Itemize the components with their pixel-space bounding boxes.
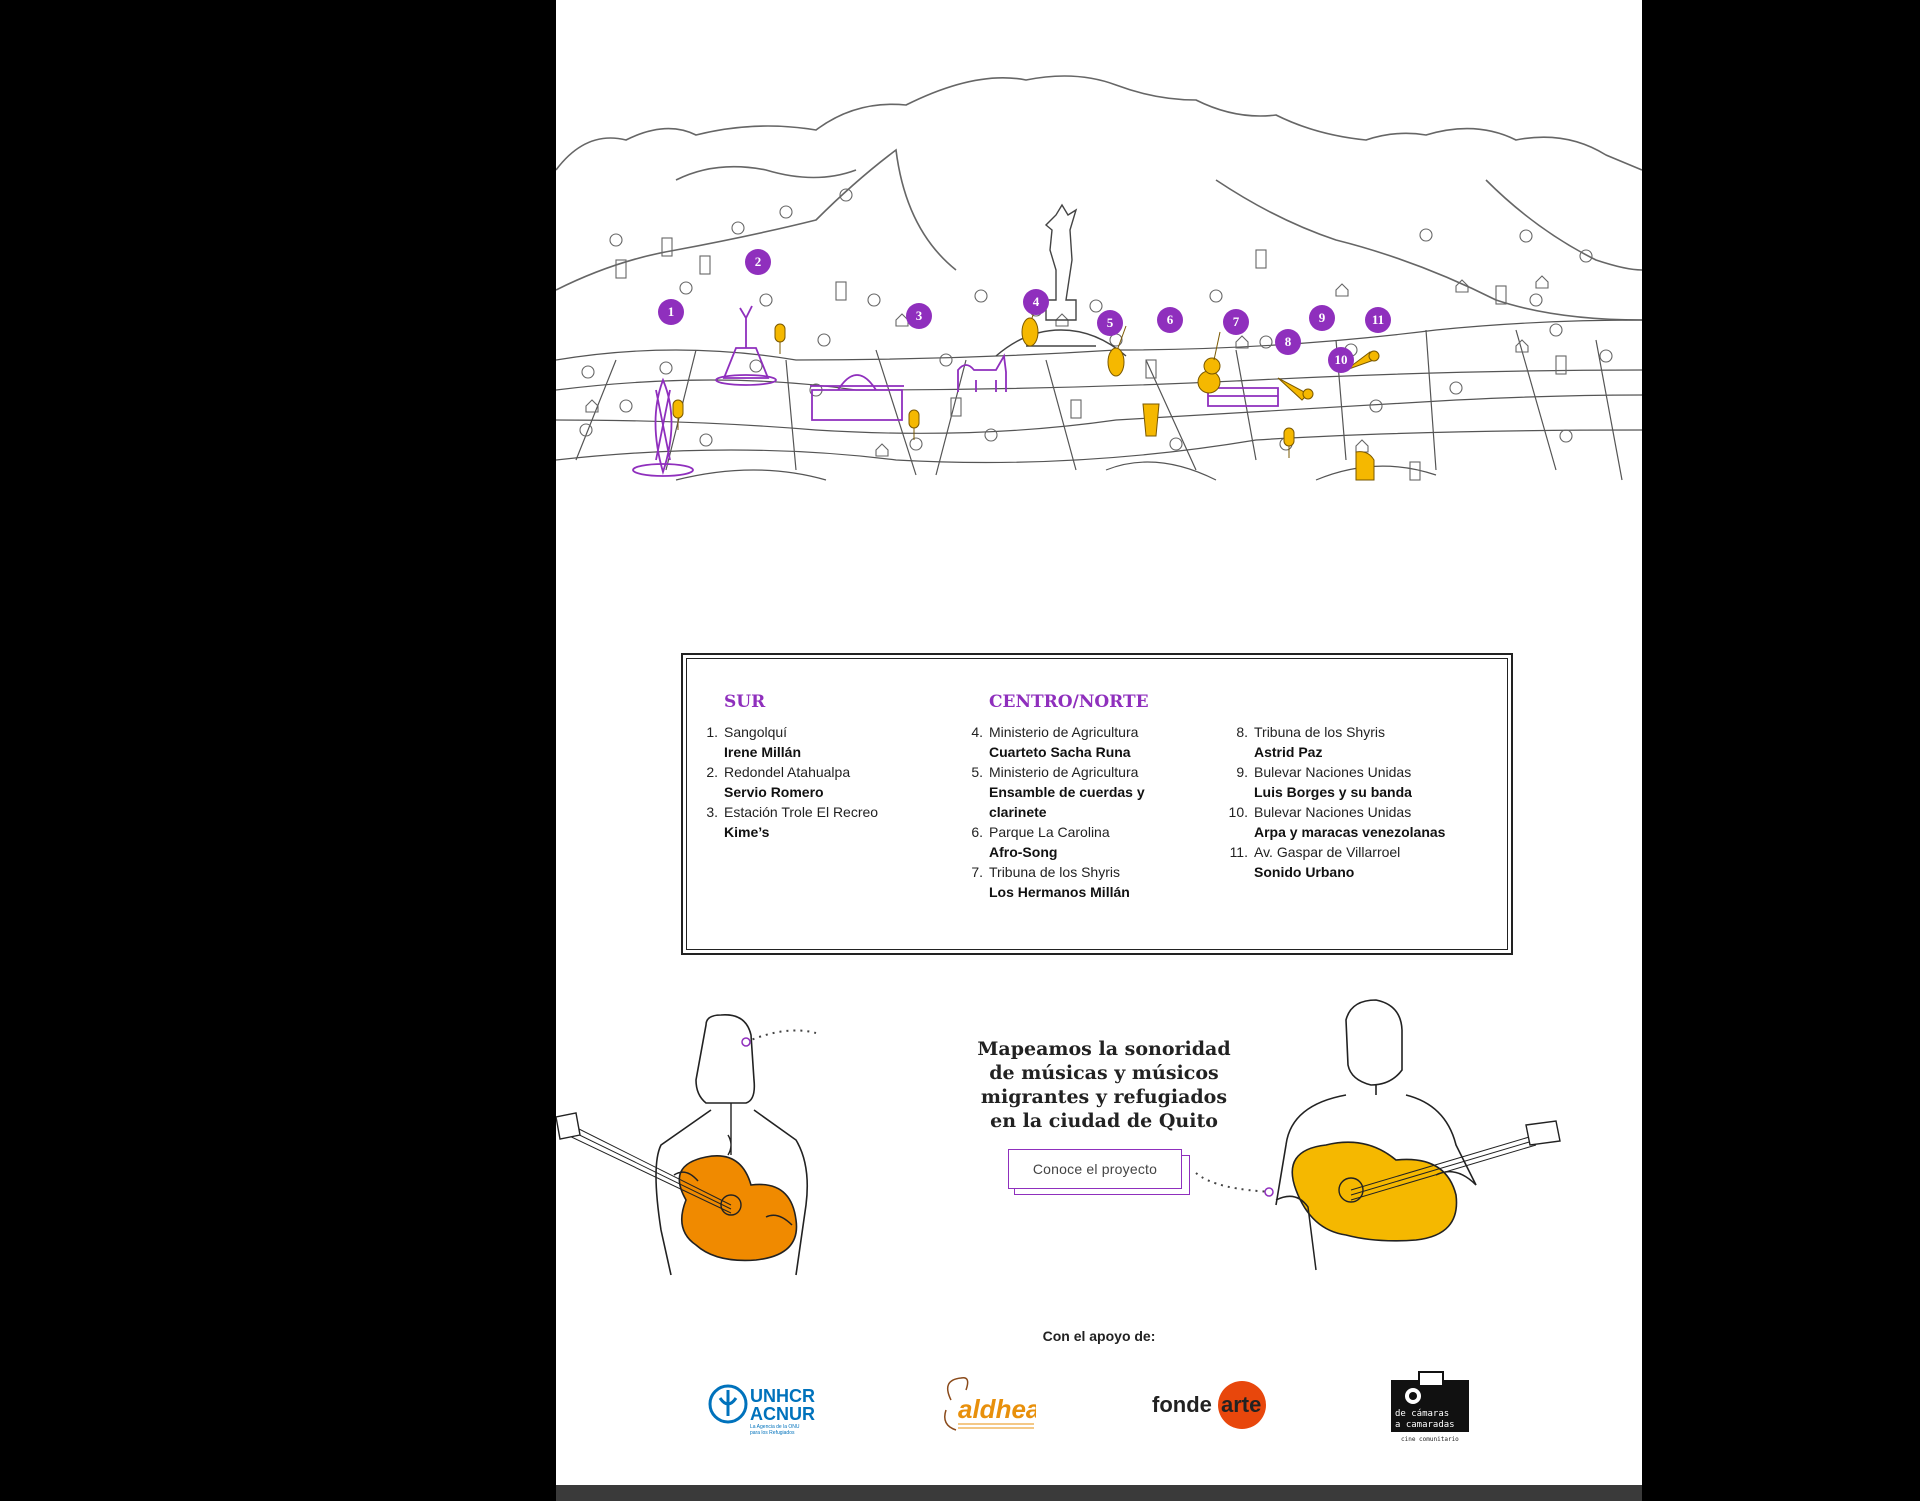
location-place: Bulevar Naciones Unidas	[1254, 764, 1412, 780]
aldhea-text: aldhea	[958, 1394, 1036, 1424]
map-marker-8[interactable]: 8	[1275, 329, 1301, 355]
location-item[interactable]	[1228, 802, 1504, 842]
location-number: 5.	[971, 764, 983, 780]
location-artist: Afro-Song	[989, 844, 1058, 860]
location-number: 8.	[1236, 724, 1248, 740]
location-legend	[681, 653, 1513, 955]
map-marker-7[interactable]: 7	[1223, 309, 1249, 335]
house-icon	[586, 276, 1548, 456]
location-item[interactable]	[971, 762, 1169, 822]
microphone-icon	[673, 400, 683, 430]
location-item[interactable]	[971, 862, 1169, 902]
camaradas-sub: cine comunitario	[1401, 1436, 1459, 1443]
street-grid	[556, 320, 1642, 480]
location-artist: Arpa y maracas venezolanas	[1254, 824, 1446, 840]
region-title-sur: SUR	[724, 692, 766, 712]
location-item[interactable]	[706, 802, 974, 842]
unhcr-acnur-logo[interactable]	[708, 1370, 833, 1440]
unhcr-logo-mark	[708, 1370, 833, 1440]
sangolqui-landmark	[656, 380, 672, 472]
arte-text: arte	[1221, 1392, 1262, 1417]
map-marker-3[interactable]: 3	[906, 303, 932, 329]
svg-text:para los Refugiados: para los Refugiados	[750, 1430, 795, 1436]
dotted-connector	[1196, 1173, 1276, 1192]
location-number: 9.	[1236, 764, 1248, 780]
location-number: 7.	[971, 864, 983, 880]
building-icon	[1256, 250, 1266, 268]
map-marker-1[interactable]: 1	[658, 299, 684, 325]
location-place: Redondel Atahualpa	[724, 764, 851, 780]
project-headline	[968, 1037, 1240, 1133]
building-icon	[700, 256, 710, 274]
location-number: 11.	[1229, 844, 1248, 860]
guitar-icon	[1198, 332, 1220, 393]
camaradas-line1: de cámaras	[1395, 1409, 1450, 1419]
location-artist: Ensamble de cuerdas y clarinete	[989, 784, 1145, 820]
location-place: Estación Trole El Recreo	[724, 804, 879, 820]
building-icon	[1071, 400, 1081, 418]
aldhea-logo-mark	[936, 1370, 1036, 1440]
microphone-icon	[775, 324, 785, 354]
fondearte-logo[interactable]	[1150, 1370, 1272, 1440]
page	[556, 0, 1642, 1501]
location-item[interactable]	[1229, 842, 1504, 882]
camaradas-logo-mark	[1391, 1370, 1471, 1444]
location-number: 1.	[706, 724, 718, 740]
location-artist: Astrid Paz	[1254, 744, 1323, 760]
location-number: 3.	[706, 804, 718, 820]
dotted-connector	[746, 1030, 816, 1042]
location-item[interactable]	[971, 722, 1169, 762]
svg-text:La Agencia de la ONU: La Agencia de la ONU	[750, 1424, 800, 1430]
location-place: Ministerio de Agricultura	[989, 764, 1139, 780]
trumpet-icon	[1278, 378, 1313, 400]
location-artist: Luis Borges y su banda	[1254, 784, 1412, 800]
map-marker-9[interactable]: 9	[1309, 305, 1335, 331]
headline-line: de músicas y músicos	[989, 1062, 1219, 1084]
location-item[interactable]	[706, 762, 974, 802]
map-marker-6[interactable]: 6	[1157, 307, 1183, 333]
location-list-norte	[1228, 722, 1504, 882]
location-item[interactable]	[971, 822, 1169, 862]
trole-station	[810, 375, 904, 420]
de-camaras-a-camaradas-logo[interactable]	[1391, 1370, 1471, 1443]
location-number: 2.	[706, 764, 718, 780]
location-place: Tribuna de los Shyris	[1254, 724, 1385, 740]
building-icon	[1556, 356, 1566, 374]
trees	[580, 189, 1612, 450]
microphone-icon	[1284, 428, 1294, 458]
fondearte-logo-mark	[1150, 1370, 1272, 1440]
region-title-centro-norte: CENTRO/NORTE	[989, 692, 1149, 712]
headline-line: migrantes y refugiados	[980, 1086, 1228, 1108]
location-artist: Los Hermanos Millán	[989, 884, 1130, 900]
map-marker-10[interactable]: 10	[1328, 347, 1354, 373]
woman-guitarist	[556, 1015, 807, 1275]
map-marker-11[interactable]: 11	[1365, 307, 1391, 333]
musicians-illustration	[556, 985, 1642, 1285]
map-illustration	[556, 60, 1642, 520]
fonde-text: fonde	[1152, 1392, 1212, 1417]
location-place: Bulevar Naciones Unidas	[1254, 804, 1412, 820]
location-number: 10.	[1228, 804, 1248, 820]
microphone-icon	[909, 410, 919, 440]
location-artist: Servio Romero	[724, 784, 824, 800]
cta-wrapper	[1008, 1149, 1188, 1195]
project-section	[556, 985, 1642, 1285]
location-item[interactable]	[1236, 722, 1504, 762]
location-artist: Cuarteto Sacha Runa	[989, 744, 1131, 760]
camaradas-line2: a camaradas	[1395, 1420, 1455, 1430]
building-icon	[836, 282, 846, 300]
location-place: Tribuna de los Shyris	[989, 864, 1120, 880]
footer-bar	[556, 1485, 1642, 1501]
location-place: Av. Gaspar de Villarroel	[1254, 844, 1401, 860]
map-marker-2[interactable]: 2	[745, 249, 771, 275]
map-marker-4[interactable]: 4	[1023, 289, 1049, 315]
location-list-centro	[971, 722, 1169, 902]
location-number: 4.	[971, 724, 983, 740]
map-marker-5[interactable]: 5	[1097, 310, 1123, 336]
aldhea-logo[interactable]	[936, 1370, 1036, 1440]
headline-line: Mapeamos la sonoridad	[977, 1038, 1231, 1060]
drum-icon	[1143, 404, 1159, 436]
location-place: Parque La Carolina	[989, 824, 1110, 840]
building-icon	[1410, 462, 1420, 480]
location-item[interactable]	[1236, 762, 1504, 802]
location-list-sur	[706, 722, 974, 842]
quito-sound-map	[556, 60, 1642, 520]
location-item[interactable]	[706, 722, 974, 762]
headline-line: en la ciudad de Quito	[990, 1110, 1218, 1132]
buildings	[586, 238, 1566, 480]
building-icon	[662, 238, 672, 256]
location-artist: Irene Millán	[724, 744, 802, 760]
man-guitarist	[1276, 1000, 1560, 1270]
location-artist: Kime’s	[724, 824, 770, 840]
location-place: Sangolquí	[724, 724, 788, 740]
location-artist: Sonido Urbano	[1254, 864, 1355, 880]
harp-icon	[1356, 452, 1374, 480]
unhcr-text: UNHCR	[750, 1386, 815, 1406]
location-place: Ministerio de Agricultura	[989, 724, 1139, 740]
conoce-el-proyecto-button[interactable]: Conoce el proyecto	[1008, 1149, 1182, 1189]
acnur-text: ACNUR	[750, 1404, 815, 1424]
mountain-range	[556, 76, 1642, 320]
location-number: 6.	[971, 824, 983, 840]
support-label: Con el apoyo de:	[1042, 1328, 1156, 1344]
tree-icon	[580, 189, 1612, 450]
